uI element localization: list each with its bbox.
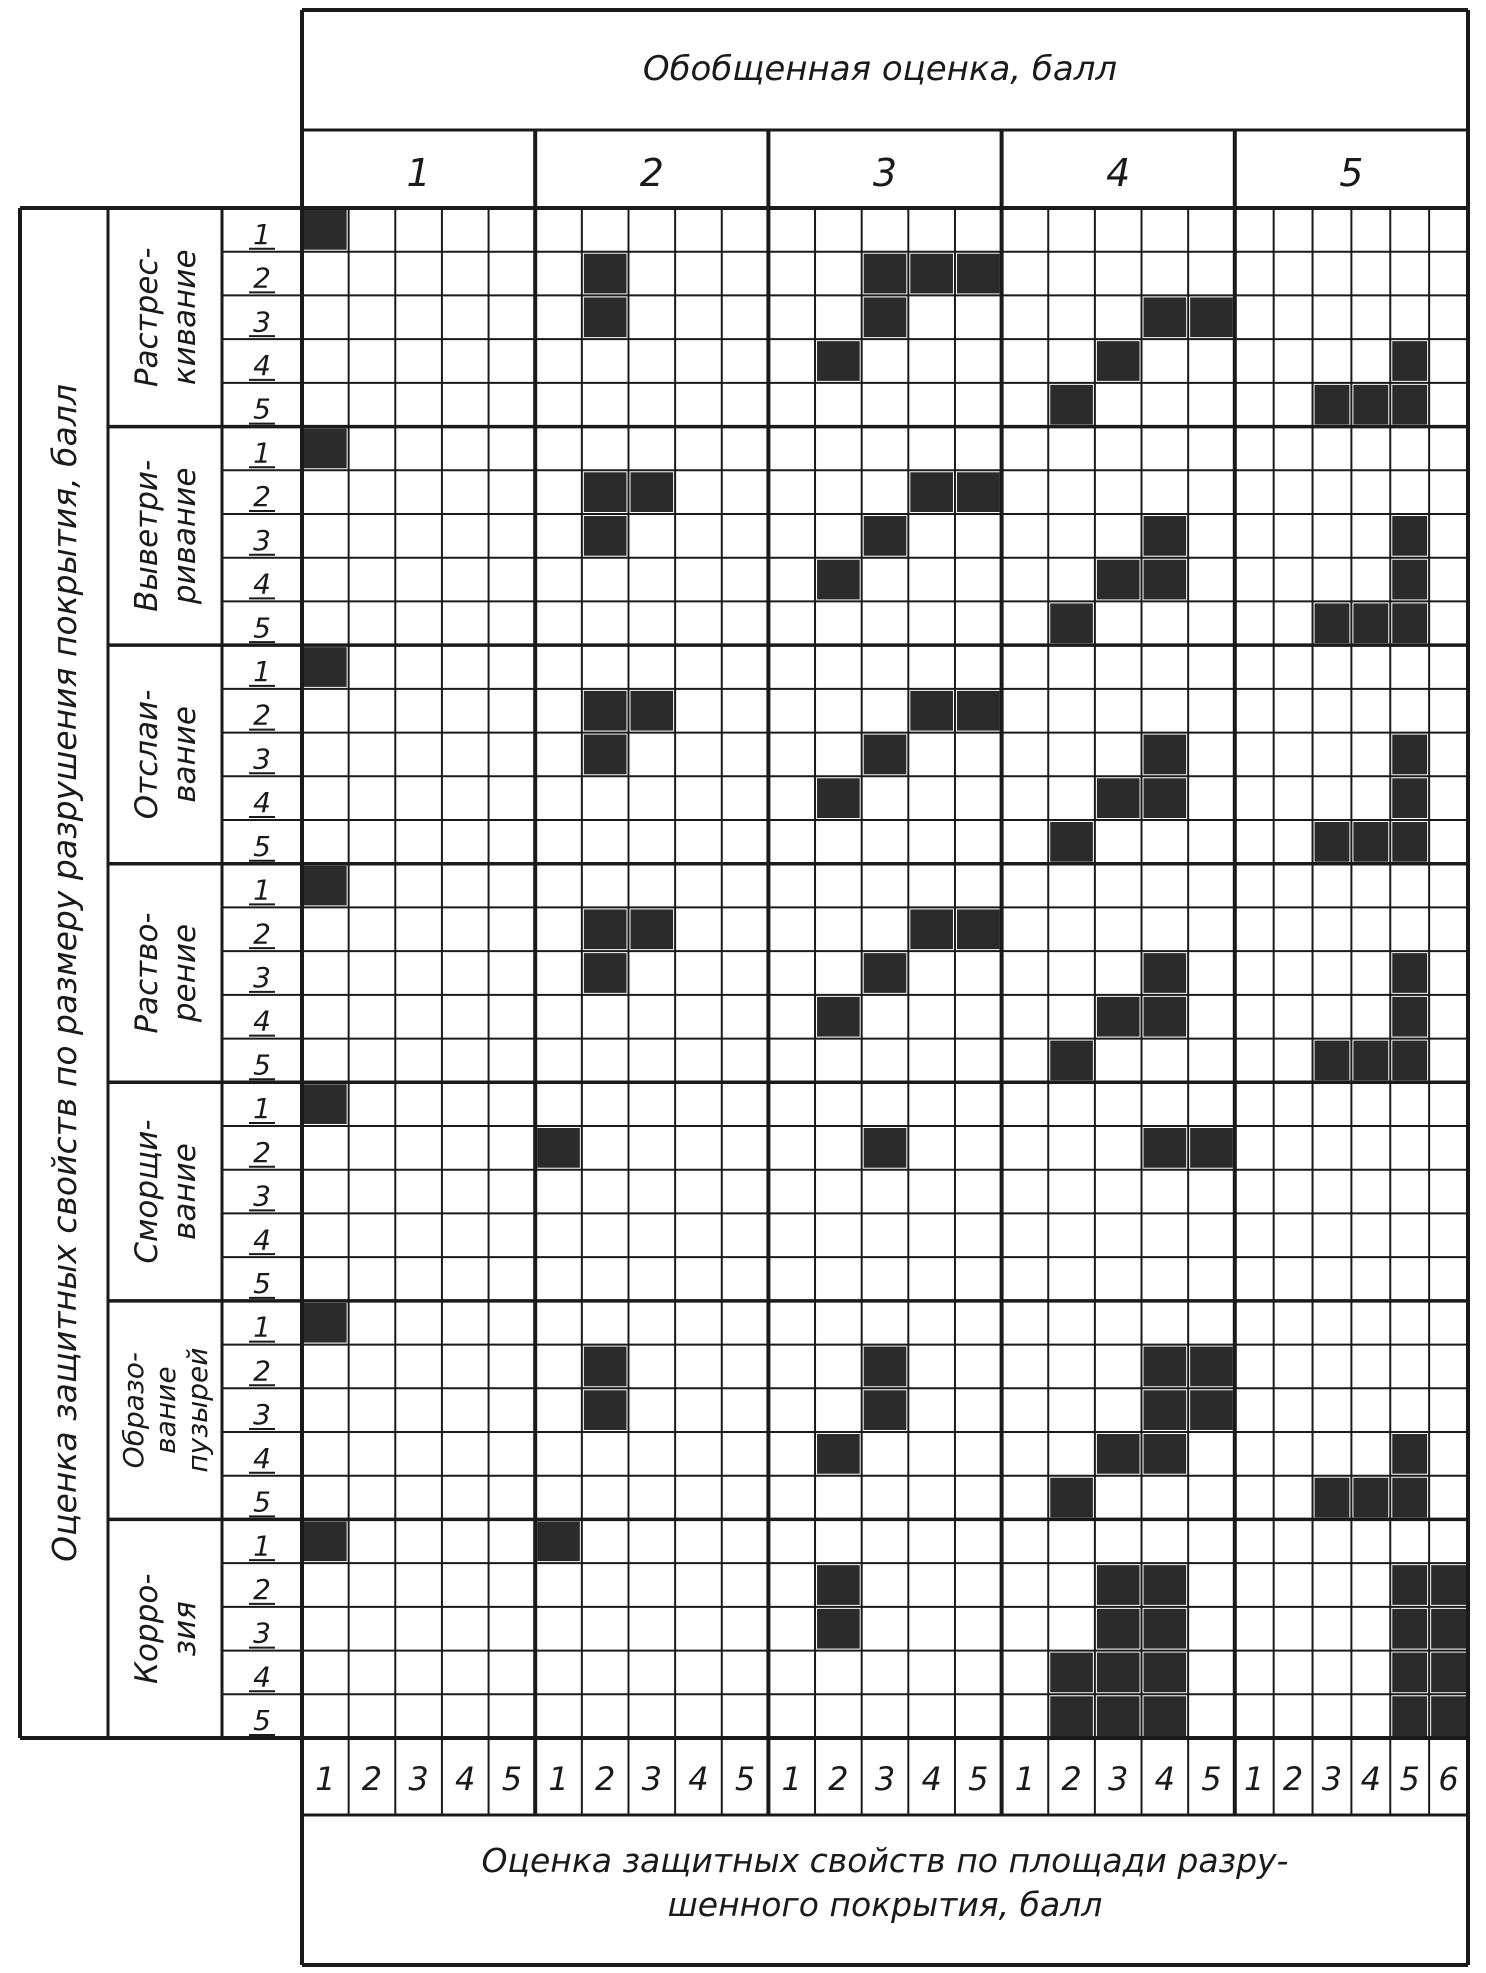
filled-cell: [1392, 516, 1427, 556]
row-label: 5: [253, 1485, 271, 1519]
filled-cell: [1392, 778, 1427, 818]
category-label: [129, 460, 203, 612]
group-label: 1: [406, 151, 431, 195]
filled-cell: [1144, 1696, 1187, 1736]
filled-cell: [817, 997, 860, 1037]
row-label: 2: [253, 480, 271, 514]
column-label: 1: [548, 1760, 569, 1798]
filled-cell: [1097, 778, 1140, 818]
filled-cell: [304, 210, 347, 250]
row-label: 4: [253, 348, 271, 382]
filled-cell: [1353, 822, 1388, 862]
filled-cell: [1392, 603, 1427, 643]
row-label: 3: [253, 742, 271, 776]
filled-cell: [1190, 1347, 1233, 1387]
row-label: 2: [253, 1354, 271, 1388]
filled-cell: [957, 691, 1000, 731]
filled-cell: [864, 735, 907, 775]
column-label: 2: [361, 1760, 383, 1798]
column-label: 4: [1360, 1760, 1382, 1798]
filled-cell: [1353, 1478, 1388, 1518]
filled-cell: [1190, 1128, 1233, 1168]
category-label: [117, 1348, 214, 1473]
filled-cell: [1392, 953, 1427, 993]
category-label-line: Отслаи-: [128, 689, 165, 820]
category-label-line: пузырей: [180, 1347, 214, 1473]
generalized-rating-title: Обобщенная оценка, балл: [642, 49, 1118, 89]
filled-cell: [1097, 1565, 1140, 1605]
filled-cell: [304, 1084, 347, 1124]
filled-cell: [1144, 1609, 1187, 1649]
filled-cell: [910, 691, 953, 731]
filled-cell: [1392, 997, 1427, 1037]
bottom-axis-title: [482, 1841, 1289, 1924]
category-label: [129, 1573, 203, 1683]
row-label: 3: [253, 960, 271, 994]
column-label: 2: [1061, 1760, 1082, 1798]
row-label: 3: [253, 305, 271, 339]
filled-cell: [1097, 997, 1140, 1037]
row-label: 3: [253, 1398, 271, 1432]
filled-cell: [864, 1128, 907, 1168]
group-labels: [407, 151, 1364, 195]
filled-cell: [1392, 385, 1427, 425]
filled-cell: [1190, 297, 1233, 337]
row-label: 3: [253, 523, 271, 557]
filled-cell: [957, 254, 1000, 294]
filled-cell: [864, 254, 907, 294]
row-label: 2: [253, 261, 271, 295]
column-label: 5: [734, 1760, 756, 1798]
filled-cell: [957, 909, 1000, 949]
category-label-line: кивание: [166, 249, 203, 386]
filled-cell: [1392, 735, 1427, 775]
category-labels: [117, 247, 214, 1684]
filled-cell: [1050, 603, 1093, 643]
category-label-line: Образо-: [116, 1351, 150, 1469]
filled-cell: [1144, 1434, 1187, 1474]
filled-cell: [1315, 385, 1350, 425]
filled-cell: [1050, 1696, 1093, 1736]
row-label: 1: [253, 1310, 271, 1344]
column-label: 6: [1438, 1760, 1459, 1798]
filled-cell: [1431, 1609, 1466, 1649]
filled-cell: [1315, 603, 1350, 643]
filled-cell: [1392, 1434, 1427, 1474]
row-labels: [249, 218, 275, 1737]
filled-cell: [630, 691, 673, 731]
filled-cell: [1353, 1041, 1388, 1081]
filled-cell: [584, 1390, 627, 1430]
row-label: 2: [253, 1135, 271, 1169]
row-label: 1: [253, 1529, 271, 1563]
column-label: 4: [455, 1760, 476, 1798]
row-label: 5: [253, 1048, 271, 1082]
filled-cell: [584, 909, 627, 949]
category-label-line: вание: [166, 706, 203, 803]
filled-cell: [1431, 1565, 1466, 1605]
filled-cell: [1392, 1478, 1427, 1518]
column-label: 3: [408, 1760, 429, 1798]
filled-cell: [1144, 1347, 1187, 1387]
row-label: 1: [253, 436, 271, 470]
filled-cell: [910, 254, 953, 294]
filled-cell: [1353, 603, 1388, 643]
left-axis-title: Оценка защитных свойств по размеру разрушения покрытия, балл: [45, 384, 84, 1562]
group-label: 3: [872, 151, 898, 195]
row-label: 1: [253, 1092, 271, 1126]
filled-cell: [584, 1347, 627, 1387]
filled-cell: [910, 472, 953, 512]
category-label: [129, 247, 203, 387]
category-label: [129, 690, 203, 820]
category-label-line: Раство-: [128, 912, 165, 1034]
filled-cell: [1144, 297, 1187, 337]
filled-cell: [584, 735, 627, 775]
filled-cell: [1392, 1609, 1427, 1649]
filled-cell: [304, 1521, 347, 1561]
row-label: 4: [253, 786, 271, 820]
filled-cell: [1050, 1041, 1093, 1081]
filled-cell: [1392, 1565, 1427, 1605]
filled-cell: [817, 560, 860, 600]
column-label: 2: [828, 1760, 849, 1798]
filled-cell: [1353, 385, 1388, 425]
row-label: 4: [253, 567, 271, 601]
column-label: 5: [501, 1760, 523, 1798]
filled-cell: [817, 1565, 860, 1605]
category-label-line: вание: [148, 1366, 182, 1454]
category-label-line: ривание: [166, 467, 203, 605]
bottom-axis-title-line: шенного покрытия, балл: [667, 1885, 1103, 1924]
filled-cell: [584, 516, 627, 556]
group-label: 4: [1106, 151, 1131, 195]
filled-cell: [1144, 560, 1187, 600]
filled-cell: [1144, 1565, 1187, 1605]
filled-cell: [1144, 516, 1187, 556]
filled-cell: [1097, 1609, 1140, 1649]
filled-cell: [817, 778, 860, 818]
filled-cell: [1315, 1478, 1350, 1518]
row-label: 2: [253, 917, 271, 951]
filled-cell: [1097, 1434, 1140, 1474]
row-label: 1: [253, 873, 271, 907]
filled-cell: [304, 429, 347, 469]
filled-cell: [1050, 822, 1093, 862]
category-label-line: Сморщи-: [128, 1119, 165, 1264]
row-label: 1: [253, 217, 271, 251]
category-label-line: Корро-: [128, 1573, 165, 1684]
column-label: 1: [781, 1760, 802, 1798]
category-label-line: Выветри-: [128, 459, 165, 612]
column-label: 4: [688, 1760, 709, 1798]
column-label: 2: [1282, 1760, 1304, 1798]
filled-cell: [1097, 1696, 1140, 1736]
filled-cell: [1144, 997, 1187, 1037]
filled-cell: [864, 297, 907, 337]
column-label: 1: [1014, 1760, 1036, 1798]
row-label: 4: [253, 1441, 271, 1475]
filled-cell: [864, 1390, 907, 1430]
category-label: [129, 912, 203, 1033]
category-label: [129, 1119, 203, 1263]
filled-cell: [817, 1434, 860, 1474]
column-label: 5: [1201, 1760, 1222, 1798]
column-label: 3: [641, 1760, 662, 1798]
filled-cell: [1097, 341, 1140, 381]
filled-cell: [817, 1609, 860, 1649]
column-label: 3: [1108, 1760, 1129, 1798]
category-label-line: вание: [166, 1143, 203, 1240]
filled-cells-layer: [304, 210, 1466, 1736]
filled-cell: [1144, 735, 1187, 775]
filled-cell: [1431, 1696, 1466, 1736]
filled-cell: [537, 1128, 580, 1168]
column-label: 5: [1399, 1760, 1420, 1798]
bottom-axis-title-line: Оценка защитных свойств по площади разру-: [481, 1841, 1289, 1880]
filled-cell: [1392, 341, 1427, 381]
filled-cell: [1144, 1390, 1187, 1430]
category-label-line: рение: [166, 923, 203, 1023]
filled-cell: [910, 909, 953, 949]
filled-cell: [957, 472, 1000, 512]
column-label: 3: [874, 1760, 896, 1798]
row-label: 5: [253, 611, 271, 645]
filled-cell: [1050, 385, 1093, 425]
column-label: 4: [921, 1760, 942, 1798]
filled-cell: [1144, 1128, 1187, 1168]
filled-cell: [1431, 1653, 1466, 1693]
filled-cell: [1144, 953, 1187, 993]
left-axis-title-group: [45, 384, 84, 1562]
filled-cell: [864, 953, 907, 993]
filled-cell: [584, 691, 627, 731]
column-labels: [315, 1760, 1459, 1798]
filled-cell: [304, 647, 347, 687]
filled-cell: [1315, 1041, 1350, 1081]
filled-cell: [1144, 778, 1187, 818]
row-label: 4: [253, 1223, 271, 1257]
filled-cell: [1392, 1653, 1427, 1693]
row-label: 2: [253, 698, 271, 732]
column-label: 1: [315, 1760, 336, 1798]
column-label: 1: [1244, 1760, 1265, 1798]
frame-lines: [20, 10, 1468, 1965]
row-label: 1: [253, 654, 271, 688]
filled-cell: [304, 866, 347, 906]
filled-cell: [584, 472, 627, 512]
filled-cell: [630, 909, 673, 949]
row-label: 5: [253, 392, 271, 426]
row-label: 2: [253, 1572, 271, 1606]
category-label-line: зия: [166, 1601, 203, 1657]
filled-cell: [1050, 1478, 1093, 1518]
row-label: 4: [253, 1004, 271, 1038]
group-label: 2: [639, 151, 664, 195]
filled-cell: [1315, 822, 1350, 862]
filled-cell: [1097, 1653, 1140, 1693]
filled-cell: [584, 953, 627, 993]
row-label: 3: [253, 1616, 271, 1650]
filled-cell: [584, 297, 627, 337]
filled-cell: [1392, 1696, 1427, 1736]
filled-cell: [1097, 560, 1140, 600]
row-label: 5: [253, 1704, 271, 1738]
row-label: 5: [253, 1266, 271, 1300]
filled-cell: [1050, 1653, 1093, 1693]
filled-cell: [304, 1303, 347, 1343]
filled-cell: [864, 516, 907, 556]
column-label: 4: [1154, 1760, 1176, 1798]
filled-cell: [864, 1347, 907, 1387]
filled-cell: [584, 254, 627, 294]
row-label: 4: [253, 1660, 271, 1694]
column-label: 3: [1321, 1760, 1343, 1798]
filled-cell: [817, 341, 860, 381]
column-label: 2: [594, 1760, 616, 1798]
filled-cell: [1392, 822, 1427, 862]
filled-cell: [1190, 1390, 1233, 1430]
column-label: 5: [968, 1760, 989, 1798]
filled-cell: [630, 472, 673, 512]
filled-cell: [1392, 1041, 1427, 1081]
group-label: 5: [1339, 151, 1364, 195]
filled-cell: [1392, 560, 1427, 600]
row-label: 5: [253, 829, 271, 863]
row-label: 3: [253, 1179, 271, 1213]
filled-cell: [537, 1521, 580, 1561]
category-label-line: Растрес-: [128, 247, 165, 388]
filled-cell: [1144, 1653, 1187, 1693]
